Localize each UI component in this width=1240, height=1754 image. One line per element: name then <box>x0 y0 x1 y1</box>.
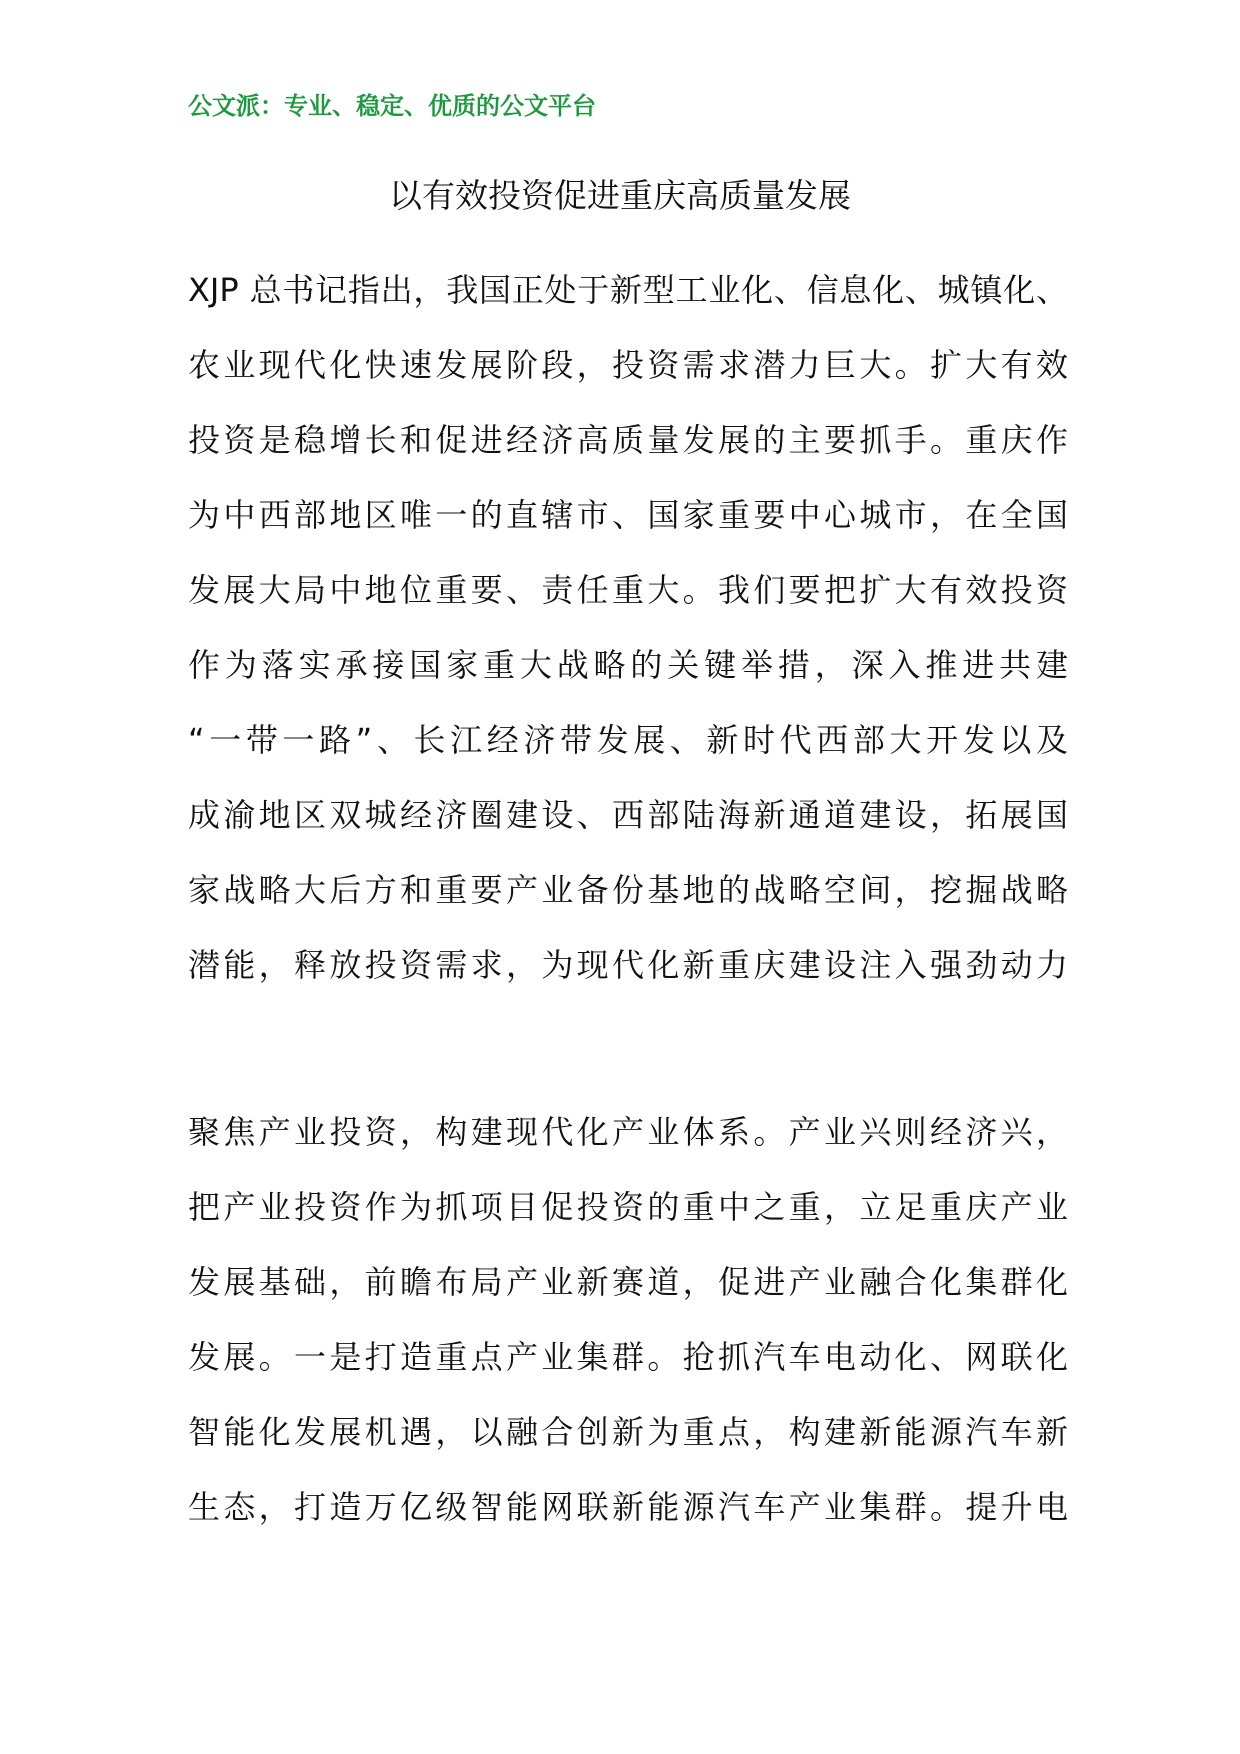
paragraph-line: 智能化发展机遇，以融合创新为重点，构建新能源汽车新 <box>188 1413 1068 1451</box>
paragraph-line: 为中西部地区唯一的直辖市、国家重要中心城市，在全国 <box>188 496 1068 534</box>
document-title: 以有效投资促进重庆高质量发展 <box>389 176 851 215</box>
paragraph-line: 发展大局中地位重要、责任重大。我们要把扩大有效投资 <box>188 571 1068 609</box>
paragraph-line: 把产业投资作为抓项目促投资的重中之重，立足重庆产业 <box>188 1188 1068 1226</box>
paragraph-line: 投资是稳增长和促进经济高质量发展的主要抓手。重庆作 <box>188 421 1068 459</box>
paragraph-line: 成渝地区双城经济圈建设、西部陆海新通道建设，拓展国 <box>188 796 1068 834</box>
paragraph-line: 潜能，释放投资需求，为现代化新重庆建设注入强劲动力 <box>188 946 1068 984</box>
paragraph-1 <box>188 253 1068 1003</box>
paragraph-line: 发展。一是打造重点产业集群。抢抓汽车电动化、网联化 <box>188 1338 1068 1376</box>
paragraph-line: “一带一路”、长江经济带发展、新时代西部大开发以及 <box>188 721 1068 759</box>
paragraph-line: 发展基础，前瞻布局产业新赛道，促进产业融合化集群化 <box>188 1263 1068 1301</box>
paragraph-line: 农业现代化快速发展阶段，投资需求潜力巨大。扩大有效 <box>188 346 1068 384</box>
paragraph-line: 聚焦产业投资，构建现代化产业体系。产业兴则经济兴， <box>188 1113 1068 1151</box>
paragraph-line: 家战略大后方和重要产业备份基地的战略空间，挖掘战略 <box>188 871 1068 909</box>
paragraph-line: XJP 总书记指出，我国正处于新型工业化、信息化、城镇化、 <box>188 271 1068 309</box>
header-tagline: 公文派：专业、稳定、优质的公文平台 <box>188 92 596 120</box>
paragraph-line: 生态，打造万亿级智能网联新能源汽车产业集群。提升电 <box>188 1488 1068 1526</box>
paragraph-2 <box>188 1095 1068 1545</box>
paragraph-line: 作为落实承接国家重大战略的关键举措，深入推进共建 <box>188 646 1068 684</box>
